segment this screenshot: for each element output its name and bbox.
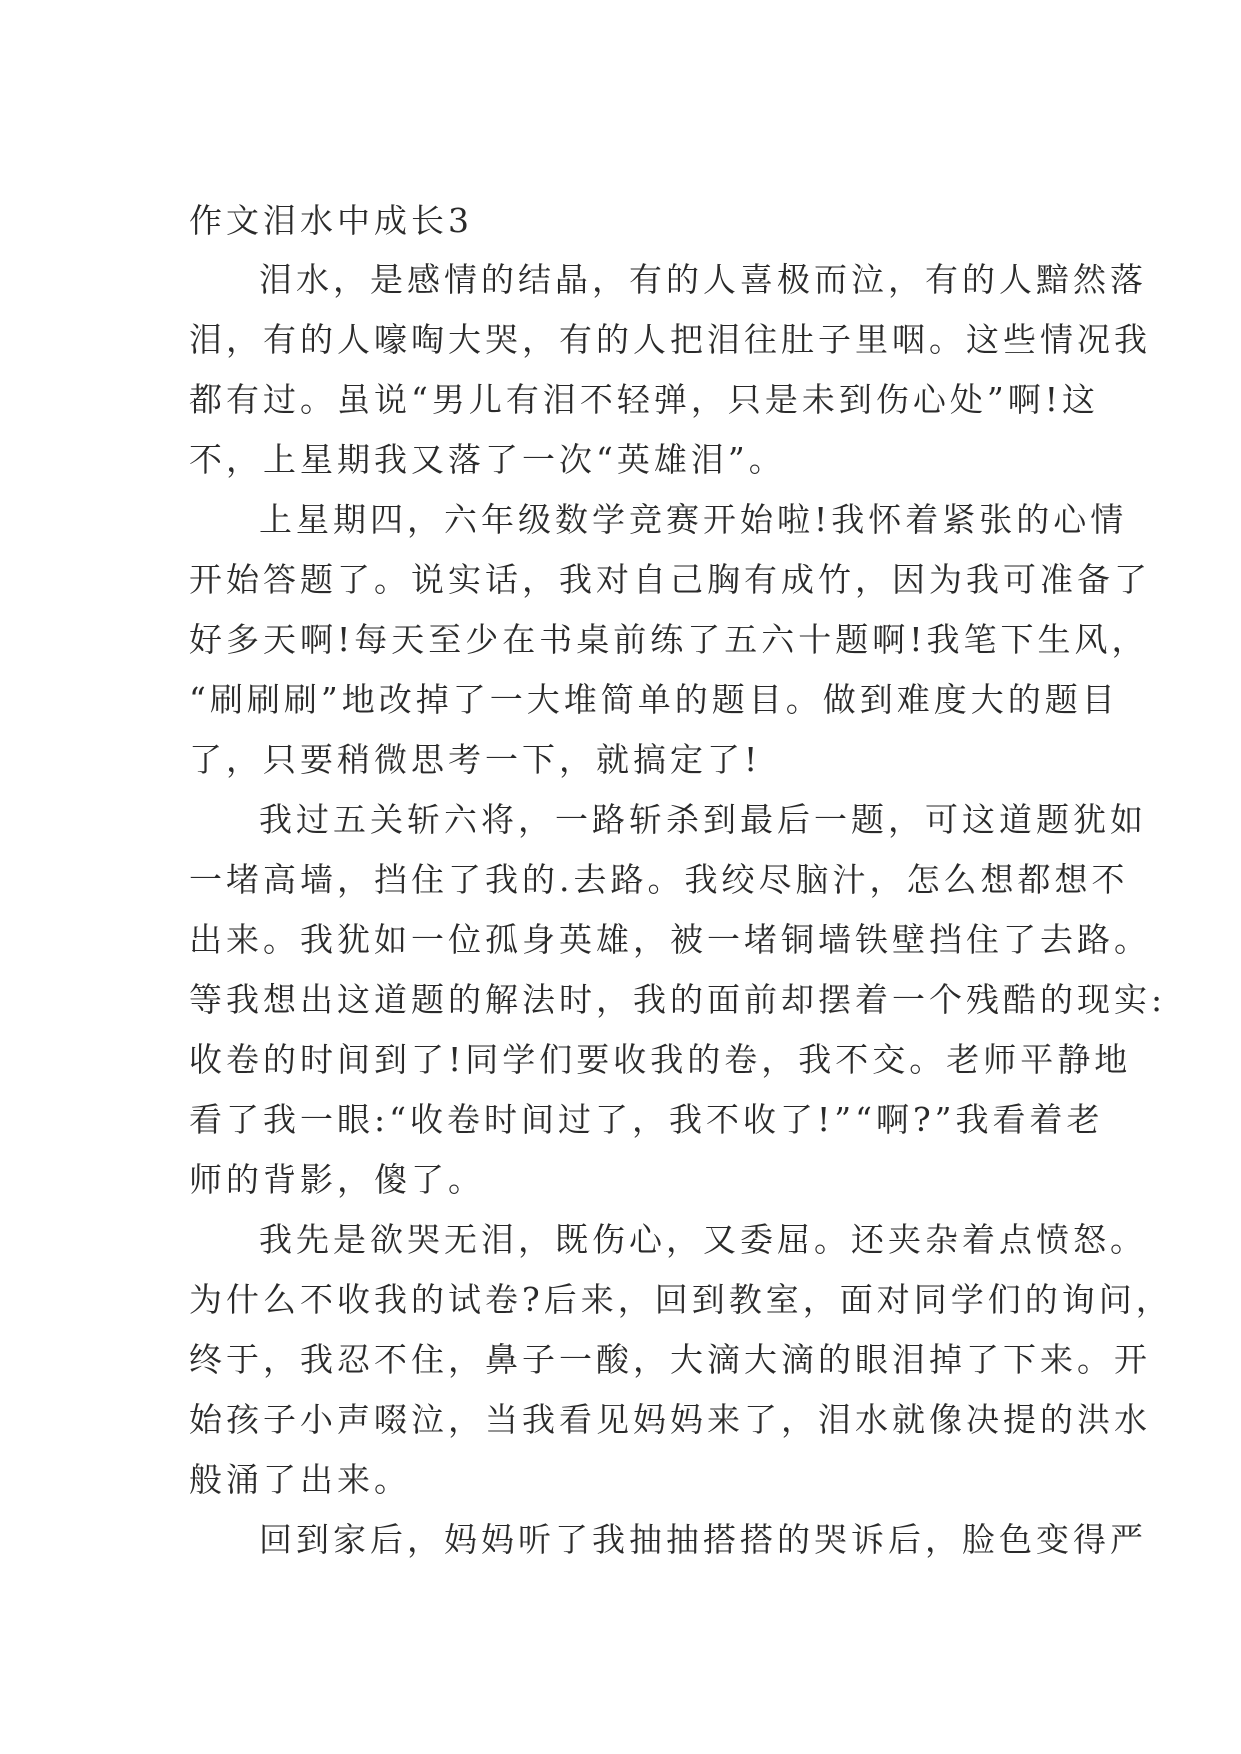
document-body [189,192,1173,1570]
text-line: 我先是欲哭无泪，既伤心，又委屈。还夹杂着点愤怒。 [259,1220,1147,1259]
paragraph-3 [189,790,1167,1210]
text-line: 回到家后，妈妈听了我抽抽搭搭的哭诉后，脸色变得严 [259,1520,1147,1559]
text-line: 泪，有的人嚎啕大哭，有的人把泪往肚子里咽。这些情况我 [189,320,1151,359]
text-line: 好多天啊!每天至少在书桌前练了五六十题啊!我笔下生风， [189,620,1149,659]
paragraph-2 [189,490,1151,790]
text-line: 始孩子小声啜泣，当我看见妈妈来了，泪水就像决提的洪水 [189,1400,1151,1439]
paragraph-4 [189,1210,1173,1510]
text-line: 看了我一眼:“收卷时间过了，我不收了!”“啊?”我看着老 [189,1100,1104,1139]
text-line: “刷刷刷”地改掉了一大堆简单的题目。做到难度大的题目 [189,680,1119,719]
text-line: 般涌了出来。 [189,1460,411,1499]
text-line: 了，只要稍微思考一下，就搞定了! [189,740,762,779]
text-line: 我过五关斩六将，一路斩杀到最后一题，可这道题犹如 [259,800,1147,839]
paragraph-1 [189,250,1151,490]
text-line: 师的背影，傻了。 [189,1160,485,1199]
paragraph-5 [189,1510,1147,1570]
text-line: 出来。我犹如一位孤身英雄，被一堵铜墙铁壁挡住了去路。 [189,920,1151,959]
text-line: 收卷的时间到了!同学们要收我的卷，我不交。老师平静地 [189,1040,1132,1079]
text-line: 上星期四，六年级数学竞赛开始啦!我怀着紧张的心情 [259,500,1128,539]
text-line: 等我想出这道题的解法时，我的面前却摆着一个残酷的现实: [189,980,1167,1019]
text-line: 一堵高墙，挡住了我的.去路。我绞尽脑汁，怎么想都想不 [189,860,1129,899]
document-title: 作文泪水中成长3 [189,201,473,240]
text-line: 开始答题了。说实话，我对自己胸有成竹，因为我可准备了 [189,560,1151,599]
text-line: 都有过。虽说“男儿有泪不轻弹，只是未到伤心处”啊!这 [189,380,1100,419]
text-line: 终于，我忍不住，鼻子一酸，大滴大滴的眼泪掉了下来。开 [189,1340,1151,1379]
text-line: 不，上星期我又落了一次“英雄泪”。 [189,440,786,479]
text-line: 泪水，是感情的结晶，有的人喜极而泣，有的人黯然落 [259,260,1147,299]
text-line: 为什么不收我的试卷?后来，回到教室，面对同学们的询问， [189,1280,1173,1319]
